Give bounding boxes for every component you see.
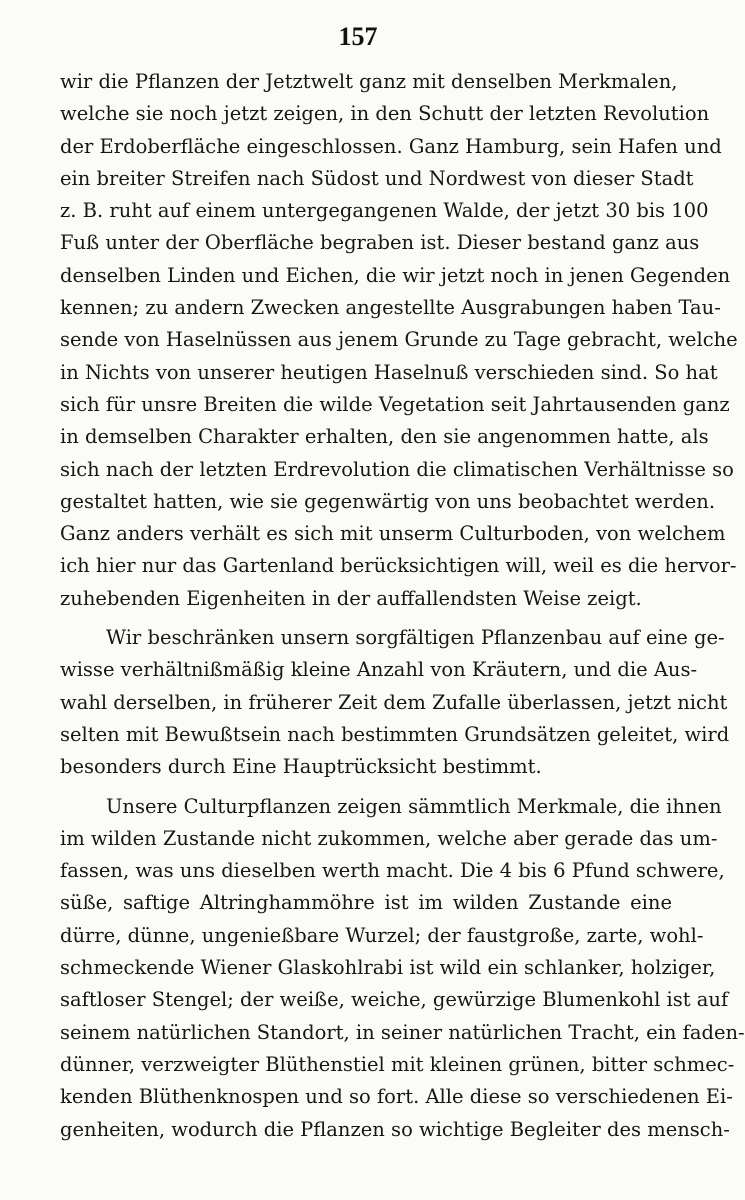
text-line: wahl derselben, in früherer Zeit dem Zufalle überlassen, jetzt nicht bbox=[60, 690, 728, 714]
page-number: 157 bbox=[338, 22, 378, 51]
text-line: ich hier nur das Gartenland berücksichtigen will, weil es die hervor- bbox=[60, 554, 737, 578]
text-line: kenden Blüthenknospen und so fort. Alle diese so verschiedenen Ei- bbox=[60, 1085, 733, 1109]
text-line: Wir beschränken unsern sorgfältigen Pflanzenbau auf eine ge- bbox=[106, 626, 725, 650]
text-line: z. B. ruht auf einem untergegangenen Walde, der jetzt 30 bis 100 bbox=[60, 199, 709, 223]
paragraph-gap bbox=[60, 615, 672, 622]
text-line: Ganz anders verhält es sich mit unserm Culturboden, von welchem bbox=[60, 522, 726, 546]
text-line: sich nach der letzten Erdrevolution die climatischen Verhältnisse so bbox=[60, 457, 734, 481]
paragraph bbox=[60, 791, 745, 1146]
text-line: süße, saftige Altringhammöhre ist im wilden Zustande eine bbox=[60, 891, 672, 915]
text-line: seinem natürlichen Standort, in seiner natürlichen Tracht, ein faden- bbox=[60, 1020, 745, 1044]
text-line: wir die Pflanzen der Jetztwelt ganz mit denselben Merkmalen, bbox=[60, 70, 678, 93]
text-line: fassen, was uns dieselben werth macht. Die 4 bis 6 Pfund schwere, bbox=[60, 859, 725, 883]
text-line: sende von Haselnüssen aus jenem Grunde zu Tage gebracht, welche bbox=[60, 328, 738, 352]
text-line: dürre, dünne, ungenießbare Wurzel; der faustgroße, zarte, wohl- bbox=[60, 923, 704, 947]
text-line: ein breiter Streifen nach Südost und Nordwest von dieser Stadt bbox=[60, 166, 694, 190]
paragraph bbox=[60, 66, 738, 615]
text-line: genheiten, wodurch die Pflanzen so wichtige Begleiter des mensch- bbox=[60, 1117, 730, 1141]
text-line: sich für unsre Breiten die wilde Vegetation seit Jahrtausenden ganz bbox=[60, 392, 730, 416]
body-text bbox=[60, 66, 745, 1146]
text-line: der Erdoberfläche eingeschlossen. Ganz Hamburg, sein Hafen und bbox=[60, 134, 722, 158]
text-line: Unsere Culturpflanzen zeigen sämmtlich Merkmale, die ihnen bbox=[106, 794, 722, 818]
paragraph-gap bbox=[60, 784, 672, 791]
text-line: welche sie noch jetzt zeigen, in den Schutt der letzten Revolution bbox=[60, 102, 710, 126]
text-line: gestaltet hatten, wie sie gegenwärtig von uns beobachtet werden. bbox=[60, 489, 716, 513]
text-line: zuhebenden Eigenheiten in der auffallendsten Weise zeigt. bbox=[60, 586, 642, 610]
text-line: kennen; zu andern Zwecken angestellte Ausgrabungen haben Tau- bbox=[60, 296, 721, 320]
text-line: Fuß unter der Oberfläche begraben ist. Dieser bestand ganz aus bbox=[60, 231, 700, 255]
text-line: in demselben Charakter erhalten, den sie angenommen hatte, als bbox=[60, 425, 709, 449]
paragraph bbox=[60, 622, 730, 783]
text-line: besonders durch Eine Hauptrücksicht bestimmt. bbox=[60, 755, 542, 779]
text-line: selten mit Bewußtsein nach bestimmten Grundsätzen geleitet, wird bbox=[60, 722, 730, 746]
text-line: in Nichts von unserer heutigen Haselnuß verschieden sind. So hat bbox=[60, 360, 718, 384]
text-line: dünner, verzweigter Blüthenstiel mit kleinen grünen, bitter schmec- bbox=[60, 1052, 735, 1076]
text-line: schmeckende Wiener Glaskohlrabi ist wild ein schlanker, holziger, bbox=[60, 956, 716, 980]
text-line: wisse verhältnißmäßig kleine Anzahl von Kräutern, und die Aus- bbox=[60, 658, 698, 682]
text-line: denselben Linden und Eichen, die wir jetzt noch in jenen Gegenden bbox=[60, 263, 731, 287]
text-line: saftloser Stengel; der weiße, weiche, gewürzige Blumenkohl ist auf bbox=[60, 988, 729, 1012]
text-line: im wilden Zustande nicht zukommen, welche aber gerade das um- bbox=[60, 826, 718, 850]
